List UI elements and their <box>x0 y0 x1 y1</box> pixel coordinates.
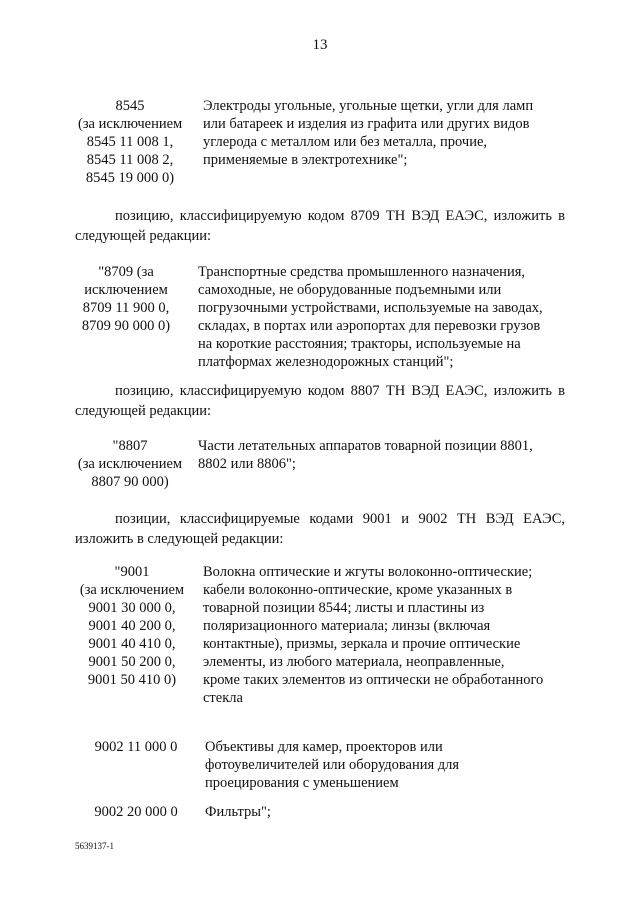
desc-line: Волокна оптические и жгуты волоконно-оптические; <box>203 564 533 580</box>
paragraph-line: позицию, классифицируемую кодом 8709 ТН ВЭД ЕАЭС, изложить в <box>115 208 565 224</box>
desc-line: элементы, из любого материала, неоправленные, <box>203 654 505 670</box>
desc-line: проецирования с уменьшением <box>205 775 399 791</box>
desc-line: платформах железнодорожных станций"; <box>198 354 454 370</box>
code-line: 9001 50 200 0, <box>88 654 176 670</box>
code-line: 9002 20 000 0 <box>94 804 178 820</box>
code-line: "9001 <box>114 564 150 580</box>
entry-description <box>205 803 271 821</box>
desc-line: стекла <box>203 690 243 706</box>
code-line: (за исключением <box>78 116 183 132</box>
desc-line: Объективы для камер, проекторов или <box>205 739 443 755</box>
code-line: 9001 30 000 0, <box>88 600 176 616</box>
instruction-paragraph <box>75 509 565 549</box>
code-line: 9001 40 200 0, <box>88 618 176 634</box>
paragraph-line: изложить в следующей редакции: <box>75 531 284 547</box>
desc-line: фотоувеличителей или оборудования для <box>205 757 460 773</box>
desc-line: углерода с металлом или без металла, прочие, <box>203 134 488 150</box>
entry-code <box>76 437 184 491</box>
desc-line: погрузочными устройствами, используемые на заводах, <box>198 300 543 316</box>
paragraph-line: следующей редакции: <box>75 403 212 419</box>
entry-code <box>78 563 186 689</box>
code-line: 9002 11 000 0 <box>94 739 178 755</box>
desc-line: Электроды угольные, угольные щетки, угли для ламп <box>203 98 534 114</box>
document-footer-code: 5639137-1 <box>75 841 114 851</box>
entry-code <box>80 803 192 821</box>
entry-code <box>76 263 176 335</box>
code-line: (за исключением <box>79 582 185 598</box>
code-line: 8545 11 008 1, <box>86 134 174 150</box>
code-line: 8807 90 000) <box>91 474 169 490</box>
page-number: 13 <box>312 37 328 53</box>
desc-line: товарной позиции 8544; листы и пластины из <box>203 600 485 616</box>
entry-description <box>203 563 543 707</box>
instruction-paragraph <box>75 206 565 246</box>
desc-line: складах, в портах или аэропортах для перевозки грузов <box>198 318 541 334</box>
entry-code <box>78 97 182 187</box>
code-line: исключением <box>84 282 168 298</box>
entry-description <box>198 263 543 371</box>
code-line: "8709 (за <box>98 264 154 280</box>
desc-line: поляризационного материала; линзы (включая <box>203 618 491 634</box>
instruction-paragraph <box>75 381 565 421</box>
desc-line: применяемые в электротехнике"; <box>203 152 408 168</box>
code-line: 8709 11 900 0, <box>82 300 170 316</box>
code-line: 8545 <box>115 98 145 114</box>
desc-line: самоходные, не оборудованные подъемными или <box>198 282 502 298</box>
desc-line: Фильтры"; <box>205 804 271 820</box>
desc-line: кроме таких элементов из оптически не обработанного <box>203 672 544 688</box>
desc-line: на короткие расстояния; тракторы, используемые на <box>198 336 521 352</box>
desc-line: Части летательных аппаратов товарной позиции 8801, <box>198 438 533 454</box>
desc-line: 8802 или 8806"; <box>198 456 296 472</box>
entry-description <box>198 437 533 473</box>
paragraph-line: позицию, классифицируемую кодом 8807 ТН ВЭД ЕАЭС, изложить в <box>115 383 565 399</box>
desc-line: кабели волоконно-оптические, кроме указанных в <box>203 582 513 598</box>
code-line: 8545 19 000 0) <box>85 170 175 186</box>
entry-description <box>205 738 459 792</box>
desc-line: или батареек и изделия из графита или других видов <box>203 116 530 132</box>
desc-line: контактные), призмы, зеркала и прочие оптические <box>203 636 521 652</box>
entry-code <box>80 738 192 756</box>
code-line: 9001 40 410 0, <box>88 636 176 652</box>
paragraph-line: следующей редакции: <box>75 228 212 244</box>
code-line: 8545 11 008 2, <box>86 152 174 168</box>
code-line: (за исключением <box>77 456 183 472</box>
desc-line: Транспортные средства промышленного назначения, <box>198 264 526 280</box>
code-line: "8807 <box>112 438 148 454</box>
code-line: 9001 50 410 0) <box>87 672 177 688</box>
code-line: 8709 90 000 0) <box>81 318 171 334</box>
paragraph-line: позиции, классифицируемые кодами 9001 и 9002 ТН ВЭД ЕАЭС, <box>115 511 565 527</box>
entry-description <box>203 97 533 169</box>
